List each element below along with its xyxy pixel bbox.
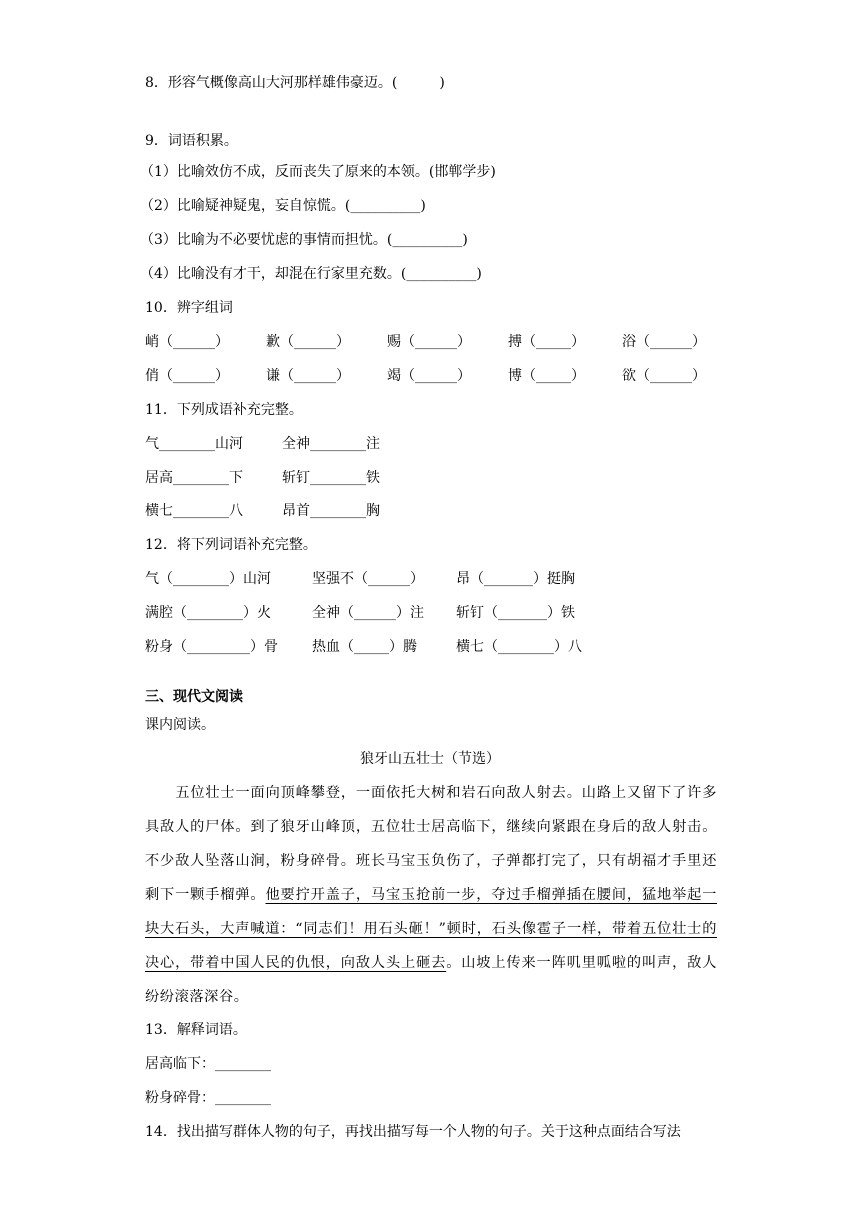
question-9-title: 9．词语积累。 <box>145 133 238 149</box>
section-heading: 三、现代文阅读 <box>145 689 243 705</box>
passage-underlined-text: 他要拧开盖子，马宝玉抢前一步，夺过手榴弹插在腰间，猛地举起一块大石头，大声喊道：“同志们！用石头砸！”顿时，石头像雹子一样，带着五位壮士的决心，带着中国人民的仇恨，向敌人头上砸去 <box>145 887 717 971</box>
question-10-cell: 竭（______） <box>387 368 471 384</box>
question-12-cell: 全神（______）注 <box>312 605 424 621</box>
question-10-cell: 博（_____） <box>508 368 585 384</box>
question-11-cell: 全神________注 <box>282 436 380 452</box>
question-10-title: 10．辨字组词 <box>145 300 233 316</box>
question-12-cell: 横七（________）八 <box>456 639 582 655</box>
question-12-cell: 热血（_____）腾 <box>312 639 417 655</box>
question-12-cell: 坚强不（______） <box>312 571 424 587</box>
passage-text: 。山坡上传来一阵叽里呱啦的叫声，敌人纷纷滚落深谷。 <box>145 955 717 1005</box>
question-9-item-2: （2）比喻疑神疑鬼，妄自惊慌。(__________) <box>140 198 426 214</box>
question-12-cell: 气（________）山河 <box>145 571 271 587</box>
question-11-title: 11．下列成语补充完整。 <box>145 402 303 418</box>
question-12-cell: 昂（_______）挺胸 <box>456 571 575 587</box>
question-8: 8．形容气概像高山大河那样雄伟豪迈。( ) <box>145 75 445 91</box>
question-9-item-4: （4）比喻没有才干，却混在行家里充数。(__________) <box>140 266 482 282</box>
question-9-item-3: （3）比喻为不必要忧虑的事情而担忧。(__________) <box>140 232 468 248</box>
question-10-cell: 俏（______） <box>145 368 229 384</box>
question-13-title: 13．解释词语。 <box>145 1022 247 1038</box>
question-12-cell: 斩钉（_______）铁 <box>456 605 575 621</box>
question-10-cell: 歉（______） <box>266 334 350 350</box>
passage-title: 狼牙山五壮士（节选） <box>360 751 500 767</box>
question-12-cell: 满腔（________）火 <box>145 605 271 621</box>
question-9-item-1: （1）比喻效仿不成，反而丧失了原来的本领。(邯郸学步) <box>140 164 496 180</box>
question-11-cell: 昂首________胸 <box>282 503 380 519</box>
question-14: 14．找出描写群体人物的句子，再找出描写每一个人物的句子。关于这种点面结合写法 <box>145 1124 681 1140</box>
question-11-cell: 居高________下 <box>145 470 243 486</box>
question-10-cell: 赐（______） <box>387 334 471 350</box>
question-11-cell: 斩钉________铁 <box>282 470 380 486</box>
question-12-title: 12．将下列词语补充完整。 <box>145 537 317 553</box>
question-13-item-1: 居高临下：________ <box>145 1056 271 1072</box>
question-10-cell: 浴（______） <box>622 334 706 350</box>
question-12-cell: 粉身（_________）骨 <box>145 639 278 655</box>
passage-body <box>145 776 717 1014</box>
question-10-cell: 欲（______） <box>622 368 706 384</box>
question-10-cell: 峭（______） <box>145 334 229 350</box>
question-13-item-2: 粉身碎骨：________ <box>145 1090 271 1106</box>
question-10-cell: 谦（______） <box>266 368 350 384</box>
section-intro: 课内阅读。 <box>145 717 215 733</box>
question-11-cell: 气________山河 <box>145 436 243 452</box>
passage-text: 五位壮士一面向顶峰攀登，一面依托大树和岩石向敌人射去。山路上又留下了许多具敌人的尸体。到了狼牙山峰顶，五位壮士居高临下，继续向紧跟在身后的敌人射击。不少敌人坠落山涧，粉身碎骨。班长马宝玉负伤了，子弹都打完了，只有胡福才手里还剩下一颗手榴弹。 <box>145 785 717 903</box>
question-10-cell: 搏（_____） <box>508 334 585 350</box>
question-11-cell: 横七________八 <box>145 503 243 519</box>
